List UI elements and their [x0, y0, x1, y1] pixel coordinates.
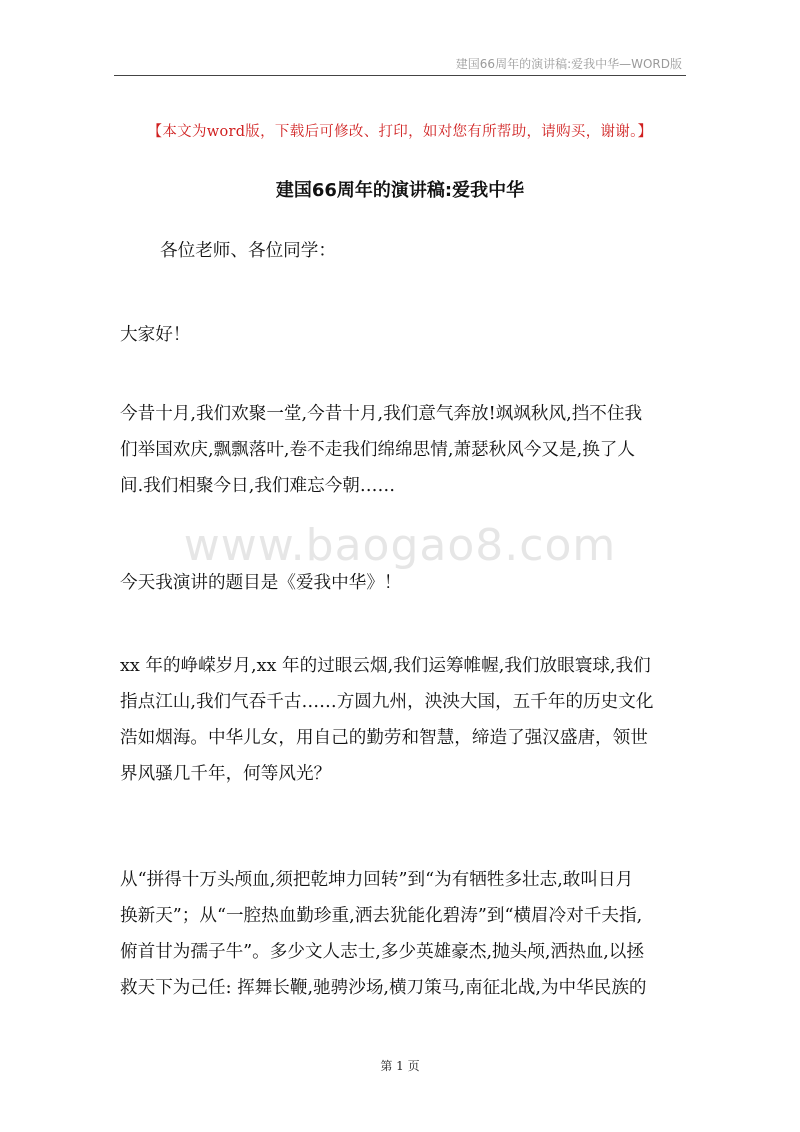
document-title: 建国66周年的演讲稿:爱我中华 [275, 180, 525, 201]
purchase-notice: 【本文为word版，下载后可修改、打印，如对您有所帮助，请购买，谢谢。】 [147, 124, 653, 140]
paragraph-4-line: 换新天”；从“一腔热血勤珍重,洒去犹能化碧涛”到“横眉冷对千夫指, [120, 906, 643, 926]
paragraph-4-line: 俯首甘为孺子牛”。多少文人志士,多少英雄豪杰,抛头颅,洒热血,以拯 [120, 942, 644, 962]
paragraph-1 [120, 396, 688, 504]
paragraph-4-line: 救天下为己任: 挥舞长鞭,驰骋沙场,横刀策马,南征北战,为中华民族的 [120, 978, 647, 998]
paragraph-1-line: 今昔十月,我们欢聚一堂,今昔十月,我们意气奔放!飒飒秋风,挡不住我 [120, 404, 643, 424]
paragraph-1-line: 间.我们相聚今日,我们难忘今朝…… [120, 476, 396, 496]
watermark: www.baogao8.com [183, 520, 617, 571]
paragraph-3-line: 指点江山,我们气吞千古……方圆九州，泱泱大国，五千年的历史文化 [120, 692, 654, 712]
paragraph-3-line: 界风骚几千年，何等风光？ [120, 764, 332, 784]
header-divider [114, 75, 686, 76]
paragraph-3-line: xx 年的峥嵘岁月,xx 年的过眼云烟,我们运筹帷幄,我们放眼寰球,我们 [120, 656, 651, 676]
page-number: 第 1 页 [380, 1059, 420, 1073]
greeting: 大家好！ [120, 325, 191, 345]
paragraph-4-line: 从“拼得十万头颅血,须把乾坤力回转”到“为有牺牲多壮志,敢叫日月 [120, 870, 634, 890]
running-header: 建国66周年的演讲稿:爱我中华—WORD版 [455, 57, 682, 71]
paragraph-2: 今天我演讲的题目是《爱我中华》！ [120, 573, 402, 593]
paragraph-3 [120, 648, 688, 792]
salutation: 各位老师、各位同学： [160, 241, 336, 261]
paragraph-1-line: 们举国欢庆,飘飘落叶,卷不走我们绵绵思情,萧瑟秋风今又是,换了人 [120, 440, 635, 460]
paragraph-4 [120, 862, 688, 1006]
paragraph-3-line: 浩如烟海。中华儿女，用自己的勤劳和智慧，缔造了强汉盛唐，领世 [120, 728, 648, 748]
